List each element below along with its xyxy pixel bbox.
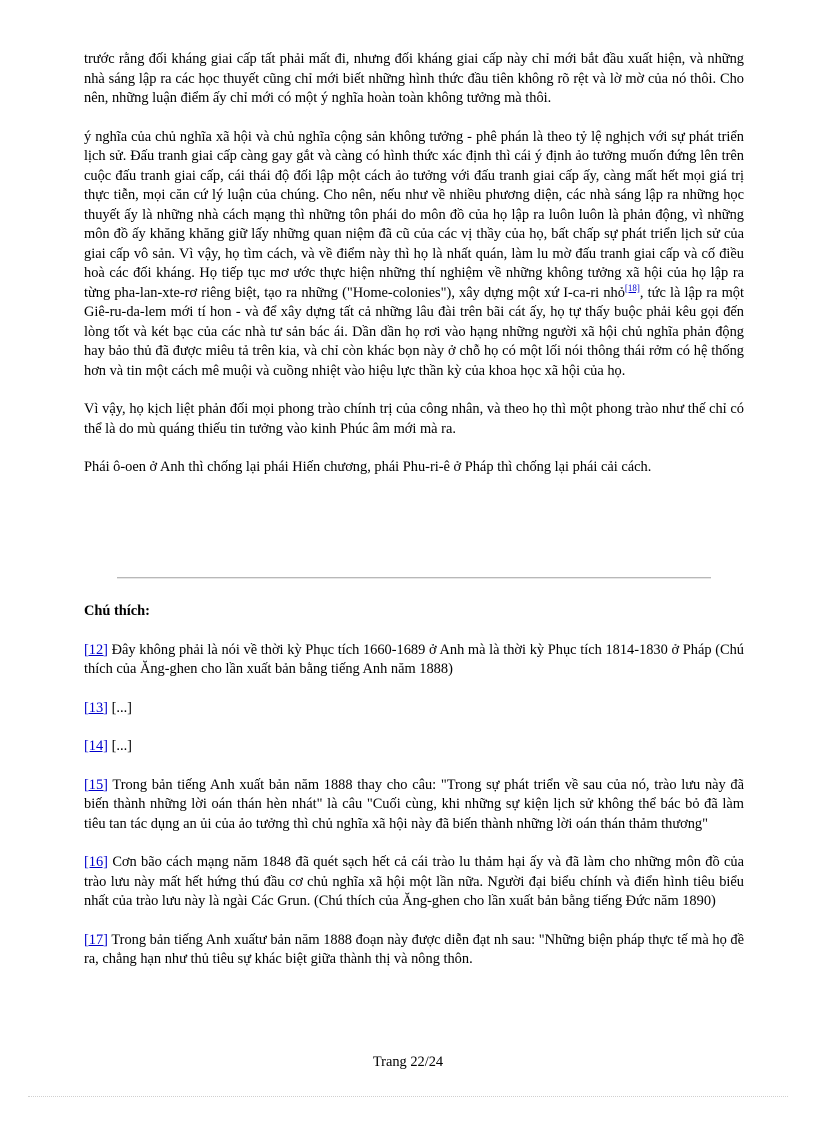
footnote-13	[84, 699, 744, 719]
footnote-text-12: Đây không phải là nói về thời kỳ Phục tích 1660-1689 ở Anh mà là thời kỳ Phục tích 1814-1830 ở Pháp (Chú thích của Ăng-ghen cho lần xuất bản bằng tiếng Anh năm 1888)	[84, 641, 744, 677]
paragraph-2-part-b: , tức là lập ra một Giê-ru-da-lem mới tí hon - và để xây dựng tất cả những lâu đài trên bãi cát ấy, họ tự thấy buộc phải kêu gọi đến lòng tốt và két bạc của các nhà tư sản bác ái. Dần dần họ rơi vào hạng những người xã hội chủ nghĩa phản động hay bảo thủ đã được miêu tả trên kia, và chỉ còn khác bọn này ở chỗ họ có một lối nói thông thái rởm có hệ thống hơn và tin một cách mê muội và cuồng nhiệt vào hiệu lực thần kỳ của khoa học xã hội của họ.	[84, 284, 744, 379]
footnote-16	[84, 853, 744, 912]
footnote-link-16[interactable]: [16]	[84, 854, 108, 870]
main-text	[84, 50, 744, 497]
footnote-link-14[interactable]: [14]	[84, 738, 108, 754]
footnotes-section	[84, 602, 744, 989]
footnote-text-16: Cơn bão cách mạng năm 1848 đã quét sạch hết cả cái trào lu thảm hại ấy và đã làm cho những môn đồ của trào lưu này mất hết hứng thú đầu cơ chủ nghĩa xã hội một lần nữa. Người đại biểu chính và điển hình tiêu biểu nhất của trào lưu này là ngài Các Grun. (Chú thích của Ăng-ghen cho lần xuất bản bằng tiếng Đức năm 1890)	[84, 854, 744, 909]
footnote-ref-18[interactable]: [18]	[624, 282, 640, 293]
footnote-link-12[interactable]: [12]	[84, 641, 108, 658]
footnote-link-17[interactable]: [17]	[84, 931, 108, 948]
footnote-text-15: Trong bản tiếng Anh xuất bản năm 1888 thay cho câu: "Trong sự phát triển về sau của nó, trào lưu này đã biến thành những lời oán thán hèn nhát" là câu "Cuối cùng, khi những sự kiện lịch sử không thể bác bỏ đã làm tiêu tan tác dụng an ủi của ảo tưởng thì chủ nghĩa xã hội này đã biến thành những lời oán thán thảm thương"	[84, 776, 744, 832]
footnote-12	[84, 641, 744, 680]
paragraph-2	[84, 128, 744, 382]
footnote-text-14: [...]	[107, 738, 132, 754]
footnote-17	[84, 931, 744, 970]
footnote-text-13: [...]	[107, 699, 132, 716]
page-number: Trang 22/24	[372, 1054, 444, 1070]
paragraph-1: trước rằng đối kháng giai cấp tất phải mất đi, nhưng đối kháng giai cấp này chỉ mới bắt đầu xuất hiện, và những nhà sáng lập ra các học thuyết cũng chỉ mới biết những hình thức đầu tiên không rõ rệt và lờ mờ của nó thôi. Cho nên, những luận điểm ấy chỉ mới có một ý nghĩa hoàn toàn không tưởng mà thôi.	[84, 51, 744, 106]
paragraph-2-part-a: ý nghĩa của chủ nghĩa xã hội và chủ nghĩa cộng sản không tưởng - phê phán là theo tỷ lệ nghịch với sự phát triển lịch sử. Đấu tranh giai cấp càng gay gắt và càng có hình thức xác định thì cái ý định ảo tưởng muốn đứng lên trên cuộc đấu tranh giai cấp, cái thái độ đối lập một cách ảo tưởng với đấu tranh giai cấp ấy, càng mất hết mọi giá trị thực tiễn, mọi căn cứ lý luận của chúng. Cho nên, nếu như về nhiều phương diện, các nhà sáng lập ra những học thuyết ấy là những nhà cách mạng thì những tôn phái do môn đồ của họ lập ra luôn luôn là phản động, vì những môn đồ ấy khăng khăng giữ lấy những quan niệm đã cũ của các vị thầy của họ, bất chấp sự phát triển lịch sử của giai cấp vô sản. Vì vậy, họ tìm cách, và về điểm này thì họ là nhất quán, làm lu mờ đấu tranh giai cấp và cố điều hoà các đối kháng. Họ tiếp tục mơ ước thực hiện những thí nghiệm về những không tưởng xã hội của họ lập ra từng pha-lan-xte-rơ riêng biệt, tạo ra những ("Home-colonies"), xây dựng một xứ I-ca-ri nhỏ	[84, 128, 744, 301]
footnote-link-15[interactable]: [15]	[84, 776, 108, 793]
page-bottom-edge	[28, 1096, 788, 1097]
footnote-15	[84, 776, 744, 835]
paragraph-3: Vì vậy, họ kịch liệt phản đối mọi phong trào chính trị của công nhân, và theo họ thì một phong trào như thế chỉ có thể là do mù quáng thiếu tin tưởng vào kinh Phúc âm mới mà ra.	[84, 401, 744, 437]
footnotes-title: Chú thích:	[84, 603, 150, 619]
paragraph-4: Phái ô-oen ở Anh thì chống lại phái Hiến chương, phái Phu-ri-ê ở Pháp thì chống lại phái cải cách.	[84, 459, 652, 475]
footnote-14	[84, 737, 744, 757]
section-divider	[117, 577, 711, 579]
footnote-text-17: Trong bản tiếng Anh xuấtư bản năm 1888 đoạn này được diễn đạt nh sau: "Những biện pháp thực tế mà họ đề ra, chẳng hạn như thủ tiêu sự khác biệt giữa thành thị và nông thôn.	[84, 931, 744, 967]
footnote-link-13[interactable]: [13]	[84, 699, 108, 716]
